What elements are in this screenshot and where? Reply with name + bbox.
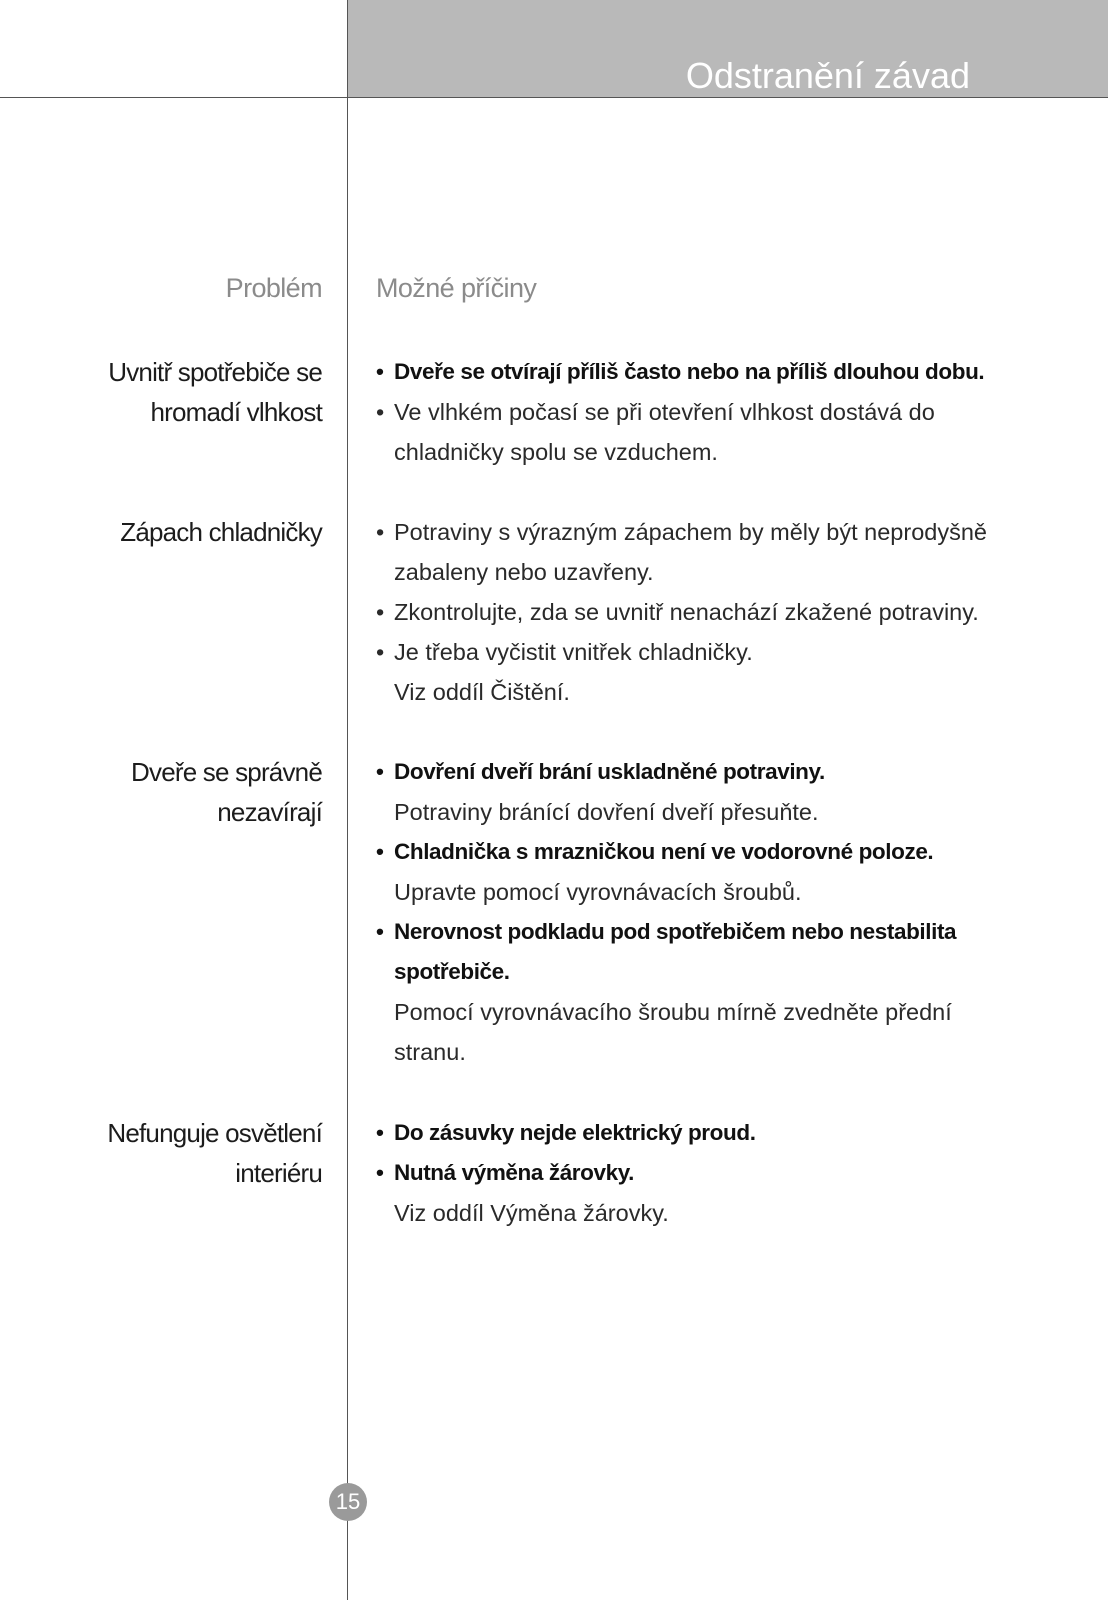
cause-line bbox=[376, 1113, 1076, 1153]
cause-text: spotřebiče. bbox=[394, 959, 510, 984]
cause-text: Do zásuvky nejde elektrický proud. bbox=[394, 1120, 756, 1145]
cause-line bbox=[376, 832, 1076, 872]
cause-text: Dveře se otvírají příliš často nebo na příliš dlouhou dobu. bbox=[394, 359, 985, 384]
problem-line: hromadí vlhkost bbox=[150, 397, 322, 427]
cause-line bbox=[376, 992, 1076, 1032]
cause-line bbox=[376, 1032, 1076, 1072]
bullet: • bbox=[376, 399, 385, 425]
cause-line bbox=[376, 872, 1076, 912]
bullet: • bbox=[376, 759, 384, 784]
cause-line bbox=[376, 792, 1076, 832]
problem-line: nezavírají bbox=[217, 797, 322, 827]
page-title: Odstranění závad bbox=[685, 55, 970, 96]
problem-line: Dveře se správně bbox=[131, 757, 322, 787]
header-band bbox=[347, 0, 1108, 98]
cause-line bbox=[376, 552, 1076, 592]
cause-line bbox=[376, 432, 1076, 472]
problem-humidity bbox=[0, 352, 322, 432]
cause-text: Pomocí vyrovnávacího šroubu mírně zvedněte přední bbox=[394, 999, 952, 1025]
cause-line bbox=[376, 912, 1076, 952]
causes-door bbox=[376, 752, 1076, 1072]
cause-line bbox=[376, 672, 1076, 712]
cause-text: Nutná výměna žárovky. bbox=[394, 1160, 635, 1185]
cause-line bbox=[376, 1193, 1076, 1233]
bullet: • bbox=[376, 839, 384, 864]
cause-line bbox=[376, 1153, 1076, 1193]
cause-line bbox=[376, 632, 1076, 672]
causes-column-heading: Možné příčiny bbox=[376, 273, 537, 303]
cause-text: Ve vlhkém počasí se při otevření vlhkost dostává do bbox=[394, 399, 935, 425]
cause-text: Dovření dveří brání uskladněné potraviny. bbox=[394, 759, 825, 784]
cause-text: chladničky spolu se vzduchem. bbox=[394, 439, 718, 465]
column-divider bbox=[347, 0, 348, 1600]
problem-door bbox=[0, 752, 322, 832]
cause-text: Viz oddíl Čištění. bbox=[394, 679, 570, 705]
bullet: • bbox=[376, 519, 385, 545]
cause-text: Chladnička s mrazničkou není ve vodorovné poloze. bbox=[394, 839, 934, 864]
bullet: • bbox=[376, 1160, 384, 1185]
cause-text: Potraviny bránící dovření dveří přesuňte. bbox=[394, 799, 819, 825]
cause-line bbox=[376, 352, 1076, 392]
cause-line bbox=[376, 392, 1076, 432]
cause-text: Potraviny s výrazným zápachem by měly být neprodyšně bbox=[394, 519, 987, 545]
bullet: • bbox=[376, 599, 385, 625]
cause-text: Je třeba vyčistit vnitřek chladničky. bbox=[394, 639, 753, 665]
bullet: • bbox=[376, 919, 384, 944]
cause-text: zabaleny nebo uzavřeny. bbox=[394, 559, 654, 585]
header-divider bbox=[0, 97, 1108, 98]
cause-line bbox=[376, 752, 1076, 792]
cause-line bbox=[376, 512, 1076, 552]
bullet: • bbox=[376, 639, 385, 665]
bullet: • bbox=[376, 359, 384, 384]
problem-line: Nefunguje osvětlení bbox=[107, 1118, 322, 1148]
causes-odor bbox=[376, 512, 1076, 712]
cause-line bbox=[376, 952, 1076, 992]
cause-text: Upravte pomocí vyrovnávacích šroubů. bbox=[394, 879, 802, 905]
problem-odor bbox=[0, 512, 322, 552]
problem-light bbox=[0, 1113, 322, 1193]
problem-line: Zápach chladničky bbox=[120, 517, 322, 547]
problem-column-heading: Problém bbox=[225, 273, 322, 303]
cause-line bbox=[376, 592, 1076, 632]
cause-text: Nerovnost podkladu pod spotřebičem nebo nestabilita bbox=[394, 919, 957, 944]
cause-text: Zkontrolujte, zda se uvnitř nenachází zkažené potraviny. bbox=[394, 599, 979, 625]
causes-humidity bbox=[376, 352, 1076, 472]
causes-light bbox=[376, 1113, 1076, 1233]
bullet: • bbox=[376, 1120, 384, 1145]
cause-text: Viz oddíl Výměna žárovky. bbox=[394, 1200, 669, 1226]
problem-line: Uvnitř spotřebiče se bbox=[108, 357, 322, 387]
page-number-badge: 15 bbox=[329, 1483, 367, 1521]
cause-text: stranu. bbox=[394, 1039, 466, 1065]
problem-line: interiéru bbox=[235, 1158, 322, 1188]
